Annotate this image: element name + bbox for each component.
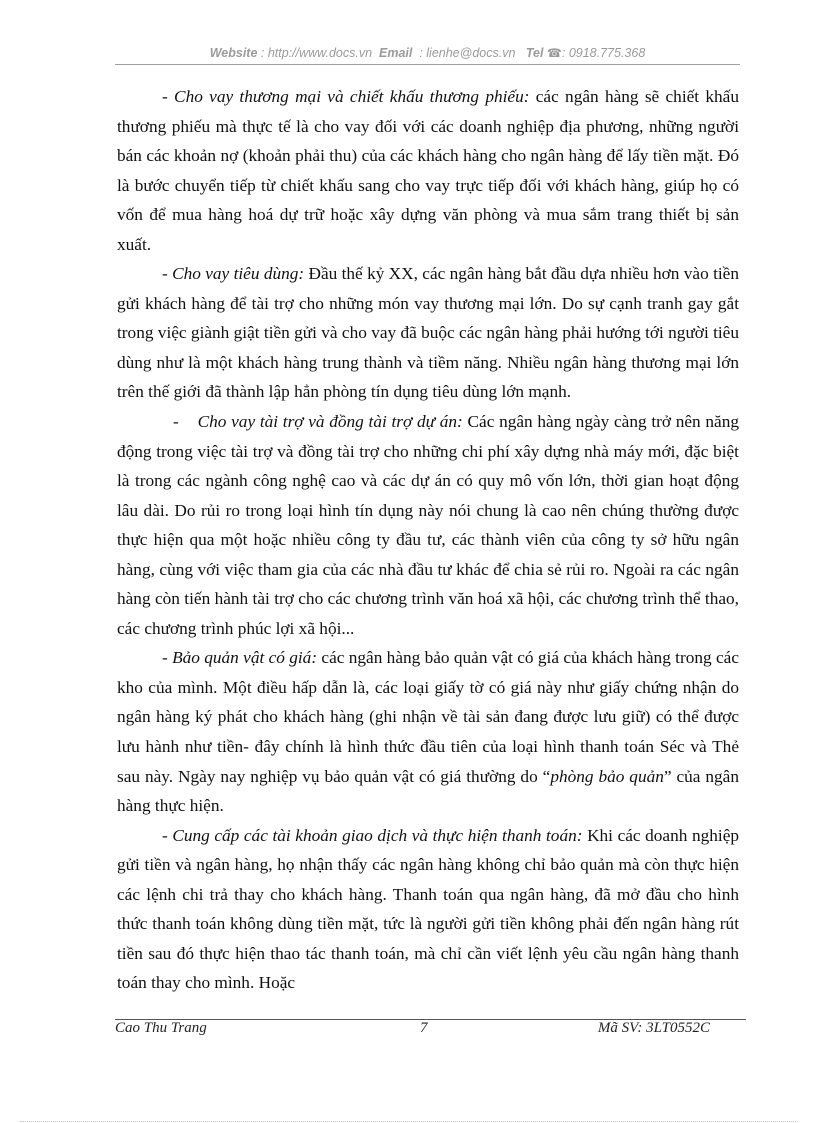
document-body xyxy=(117,82,739,998)
paragraph-consumer-loans xyxy=(117,259,739,407)
page-number: 7 xyxy=(420,1020,428,1036)
email-label: Email xyxy=(379,46,413,60)
website-label: Website xyxy=(209,46,258,60)
paragraph-text: Khi các doanh nghiệp gửi tiền và ngân hàng, họ nhận thấy các ngân hàng không chỉ bảo quản mà còn thực hiện các lệnh chi trả thay cho khách hàng. Thanh toán qua ngân hàng, đã mở đầu cho hình thức thanh toán không dùng tiền mặt, tức là người gửi tiền không phải đến ngân hàng rút tiền sau đó thực hiện thao tác thanh toán, mà chỉ cần viết lệnh yêu cầu ngân hàng thanh toán thay cho mình. Hoặc xyxy=(117,825,740,993)
email-value: : lienhe@docs.vn xyxy=(419,46,516,60)
website-value: : http://www.docs.vn xyxy=(260,46,373,60)
tel-label: Tel xyxy=(525,46,544,60)
paragraph-lead: - Bảo quản vật có giá: xyxy=(162,648,318,668)
paragraph-lead: - Cho vay tiêu dùng: xyxy=(162,264,305,284)
paragraph-lead: - Cho vay thương mại và chiết khấu thương phiếu: xyxy=(162,87,530,106)
page-header xyxy=(115,46,740,65)
tel-value: : 0918.775.368 xyxy=(561,46,646,60)
paragraph-lead: - Cho vay tài trợ và đồng tài trợ dự án: xyxy=(173,412,463,432)
paragraph-text: các ngân hàng sẽ chiết khấu thương phiếu mà thực tế là cho vay đối với các doanh nghiệp địa phương, những người bán các khoản nợ (khoản phải thu) của các khách hàng cho ngân hàng để lấy tiền mặt. Đó là bước chuyển tiếp từ chiết khấu sang cho vay trực tiếp đối với khách hàng, giúp họ có vốn để mua hàng hoá dự trữ hoặc xây dựng văn phòng và mua sắm trang thiết bị sản xuất. xyxy=(117,87,739,254)
footer-author: Cao Thu Trang xyxy=(115,1020,207,1036)
page-footer xyxy=(115,1020,740,1042)
paragraph-text: Các ngân hàng ngày càng trở nên năng động trong việc tài trợ và đồng tài trợ cho những chi phí xây dựng nhà máy mới, đặc biệt là trong các ngành công nghệ cao và các dự án có quy mô vốn lớn, thời gian hoạt động lâu dài. Do rủi ro trong loại hình tín dụng này nói chung là cao nên chúng thường được thực hiện qua một hoặc nhiều công ty đầu tư, các thành viên của công ty sở hữu ngân hàng, cùng với việc tham gia của các nhà đầu tư khác để chia sẻ rủi ro. Ngoài ra các ngân hàng còn tiến hành tài trợ cho các chương trình văn hoá xã hội, các chương trình thể thao, các chương trình phúc lợi xã hội... xyxy=(117,412,739,638)
paragraph-italic-term: phòng bảo quản xyxy=(550,766,664,786)
paragraph-text-after: ” của ngân hàng thực hiện. xyxy=(117,766,739,816)
paragraph-project-financing xyxy=(117,407,739,643)
page-bottom-divider xyxy=(20,1121,796,1122)
student-id: Mã SV: 3LT0552C xyxy=(597,1020,710,1036)
paragraph-commercial-loans xyxy=(117,82,739,259)
paragraph-valuables-custody xyxy=(117,643,739,820)
paragraph-text: Đầu thế kỷ XX, các ngân hàng bắt đầu dựa nhiều hơn vào tiền gửi khách hàng để tài trợ cho những món vay thương mại lớn. Do sự cạnh tranh gay gắt trong việc giành giật tiền gửi và cho vay đã buộc các ngân hàng phải hướng tới người tiêu dùng như là một khách hàng trung thành và tiềm năng. Nhiều ngân hàng thương mại lớn trên thế giới đã thành lập hẳn phòng tín dụng tiêu dùng lớn mạnh. xyxy=(117,264,739,402)
paragraph-lead: - Cung cấp các tài khoản giao dịch và thực hiện thanh toán: xyxy=(162,825,583,845)
paragraph-text: các ngân hàng bảo quản vật có giá của khách hàng trong các kho của mình. Một điều hấp dẫn là, các loại giấy tờ có giá này như giấy chứng nhận do ngân hàng ký phát cho khách hàng (ghi nhận về tài sản đang được lưu giữ) có thể được lưu hành như tiền- đây chính là hình thức đầu tiên của loại hình thanh toán Séc và Thẻ sau này. Ngày nay nghiệp vụ bảo quản vật có giá thường do “ xyxy=(117,648,739,786)
paragraph-transaction-accounts xyxy=(117,821,739,998)
telephone-icon: ☎ xyxy=(546,46,562,60)
